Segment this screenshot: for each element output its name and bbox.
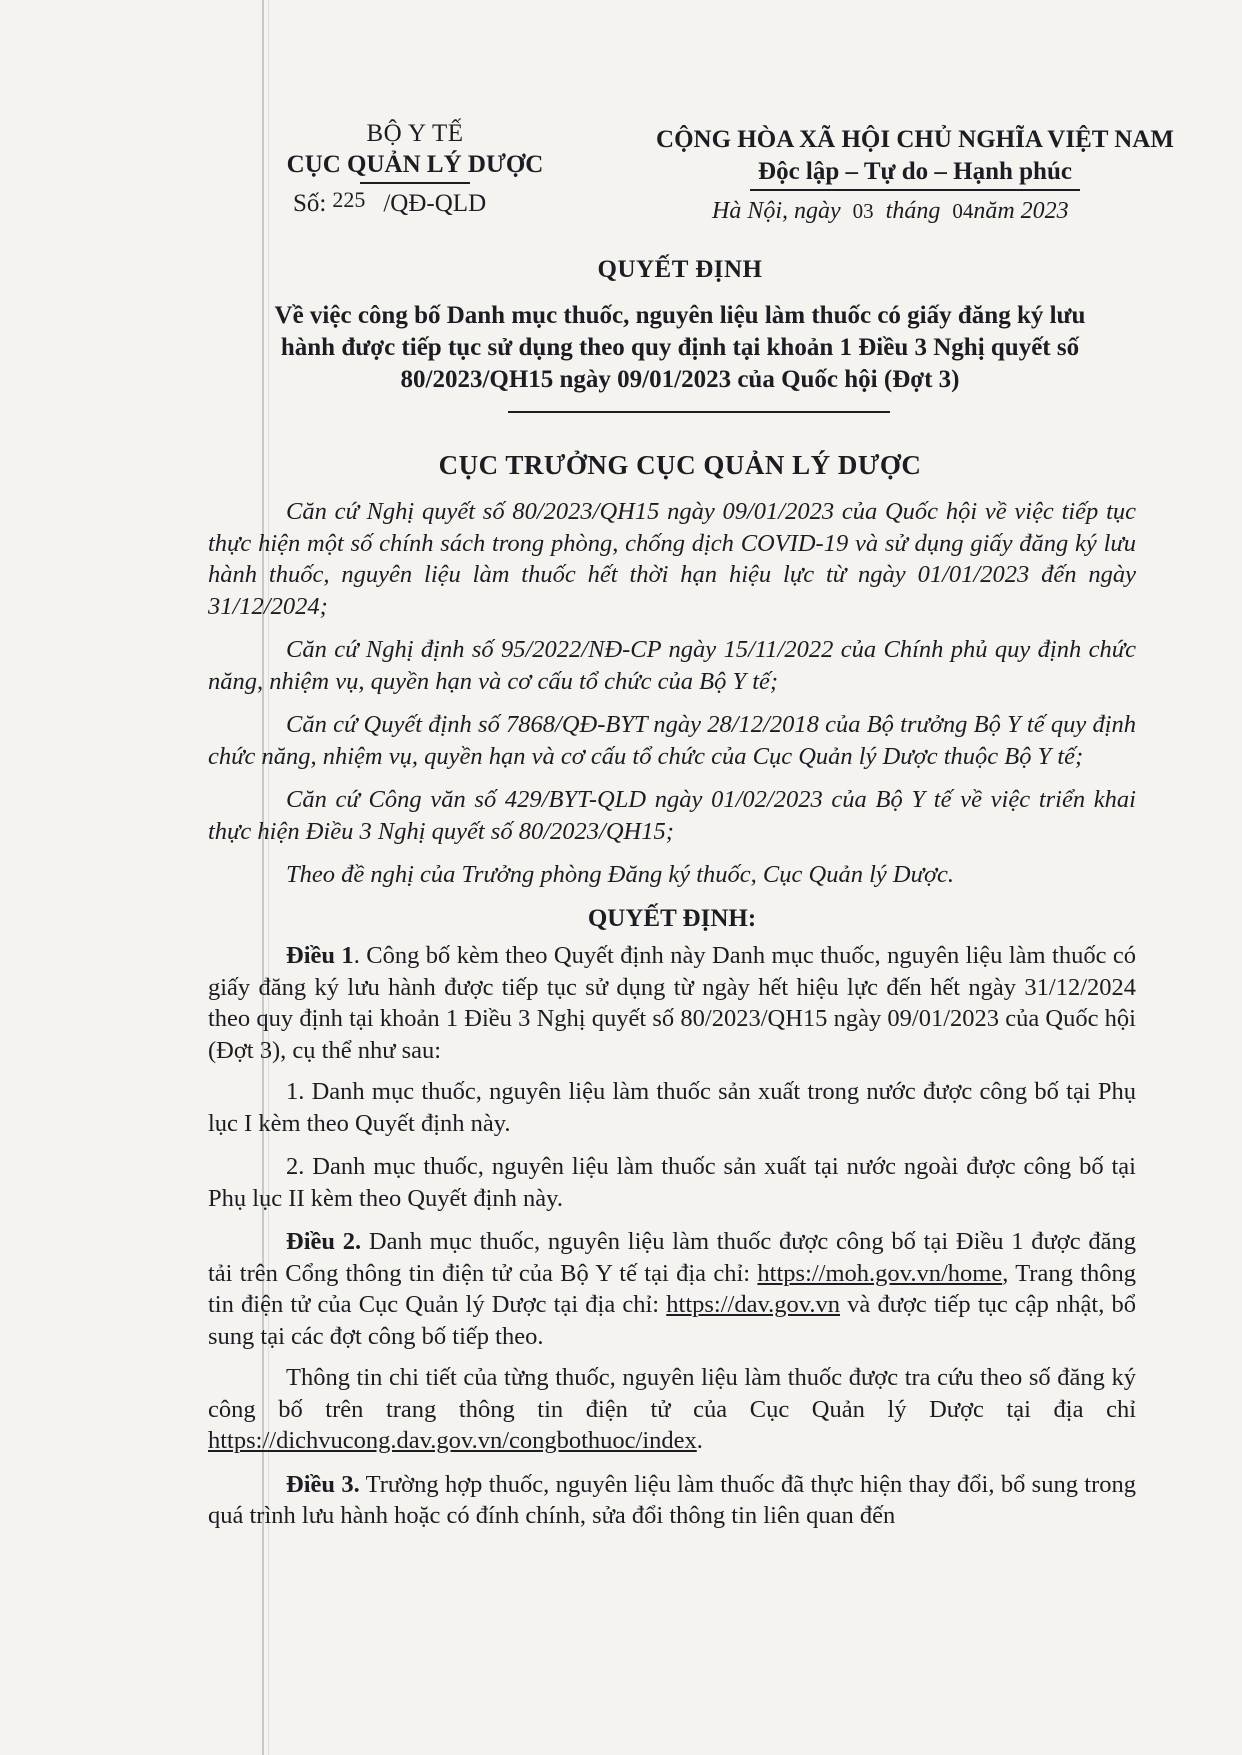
article-2	[208, 1226, 1136, 1352]
document-number	[293, 187, 487, 218]
national-motto: Độc lập – Tự do – Hạnh phúc	[758, 158, 1072, 185]
doc-number-value: 225	[332, 187, 366, 212]
agency-name: CỤC QUẢN LÝ DƯỢC	[286, 151, 544, 178]
article-2-paragraph	[208, 1362, 1136, 1457]
document-body	[208, 496, 1136, 1542]
article-1-item: 2. Danh mục thuốc, nguyên liệu làm thuốc sản xuất tại nước ngoài được công bố tại Phụ lục II kèm theo Quyết định này.	[208, 1153, 1136, 1212]
article-2-label: Điều 2.	[286, 1228, 362, 1255]
preamble-paragraph: Căn cứ Công văn số 429/BYT-QLD ngày 01/02/2023 của Bộ Y tế về việc triển khai thực hiện Điều 3 Nghị quyết số 80/2023/QH15;	[208, 786, 1136, 845]
preamble-paragraph: Căn cứ Nghị quyết số 80/2023/QH15 ngày 09/01/2023 của Quốc hội về việc tiếp tục thực hiện một số chính sách trong phòng, chống dịch COVID-19 và sử dụng giấy đăng ký lưu hành thuốc, nguyên liệu làm thuốc hết thời hạn hiệu lực từ ngày 01/01/2023 đến ngày 31/12/2024;	[208, 498, 1136, 620]
date-day: 03	[852, 199, 874, 223]
article-2-text: và được tiếp tục cập nhật, bổ sung tại các đợt công bố tiếp theo.	[208, 1291, 1136, 1350]
subject-line: hành được tiếp tục sử dụng theo quy định tại khoản 1 Điều 3 Nghị quyết số	[280, 334, 1080, 361]
moh-link[interactable]: https://moh.gov.vn/home	[757, 1259, 1003, 1287]
article-3-text: Trường hợp thuốc, nguyên liệu làm thuốc đã thực hiện thay đổi, bổ sung trong quá trình lưu hành hoặc có đính chính, sửa đổi thông tin liên quan đến	[208, 1470, 1136, 1529]
subject-line: Về việc công bố Danh mục thuốc, nguyên liệu làm thuốc có giấy đăng ký lưu	[274, 302, 1086, 329]
article-3	[208, 1469, 1136, 1532]
date-month: 04	[952, 199, 974, 223]
preamble-paragraph: Theo đề nghị của Trưởng phòng Đăng ký thuốc, Cục Quản lý Dược.	[286, 861, 955, 888]
document-title: QUYẾT ĐỊNH	[597, 256, 763, 283]
preamble-paragraph: Căn cứ Nghị định số 95/2022/NĐ-CP ngày 15/11/2022 của Chính phủ quy định chức năng, nhiệm vụ, quyền hạn và cơ cấu tổ chức của Bộ Y tế;	[208, 636, 1136, 695]
issuer-block	[270, 118, 560, 184]
article-2-text: , Trang thông tin điện tử của Cục Quản lý Dược tại địa chỉ:	[208, 1259, 1136, 1318]
motto-underline	[750, 189, 1080, 191]
article-1-label: Điều 1	[286, 942, 354, 969]
country-name: CỘNG HÒA XÃ HỘI CHỦ NGHĨA VIỆT NAM	[656, 126, 1174, 153]
doc-number-suffix: /QĐ-QLD	[383, 190, 487, 217]
dichvucong-link[interactable]: https://dichvucong.dav.gov.vn/congbothuoc/index	[208, 1427, 697, 1454]
subject-line: 80/2023/QH15 ngày 09/01/2023 của Quốc hội (Đợt 3)	[400, 366, 960, 393]
article-1	[208, 940, 1136, 1066]
decision-heading: QUYẾT ĐỊNH:	[587, 904, 757, 932]
place-date-month-label: tháng	[885, 198, 941, 224]
article-2-text: Danh mục thuốc, nguyên liệu làm thuốc được công bố tại Điều 1 được đăng tải trên Cổng thông tin điện tử của Bộ Y tế tại địa chỉ:	[208, 1228, 1136, 1287]
issuer-title: CỤC TRƯỞNG CỤC QUẢN LÝ DƯỢC	[438, 450, 922, 480]
article-1-item: 1. Danh mục thuốc, nguyên liệu làm thuốc sản xuất trong nước được công bố tại Phụ lục I kèm theo Quyết định này.	[208, 1078, 1136, 1137]
ministry-name: BỘ Y TẾ	[366, 120, 464, 147]
doc-number-prefix: Số:	[293, 190, 327, 217]
article-1-text: . Công bố kèm theo Quyết định này Danh mục thuốc, nguyên liệu làm thuốc có giấy đăng ký lưu hành được tiếp tục sử dụng từ ngày hết hiệu lực đến hết ngày 31/12/2024 theo quy định tại khoản 1 Điều 3 Nghị quyết số 80/2023/QH15 ngày 09/01/2023 của Quốc hội (Đợt 3), cụ thể như sau:	[208, 942, 1136, 1064]
document-subject	[200, 300, 1160, 396]
place-date-year: năm 2023	[973, 198, 1069, 224]
subject-rule	[508, 411, 890, 413]
article-2-paragraph-end: .	[696, 1427, 703, 1454]
place-date	[712, 198, 1069, 225]
national-header	[615, 124, 1215, 191]
article-3-label: Điều 3.	[286, 1470, 360, 1498]
agency-underline	[360, 182, 470, 184]
dav-link[interactable]: https://dav.gov.vn	[666, 1291, 841, 1318]
place-date-prefix: Hà Nội, ngày	[712, 198, 841, 224]
preamble-paragraph: Căn cứ Quyết định số 7868/QĐ-BYT ngày 28/12/2018 của Bộ trưởng Bộ Y tế quy định chức năng, nhiệm vụ, quyền hạn và cơ cấu tổ chức của Cục Quản lý Dược thuộc Bộ Y tế;	[208, 711, 1136, 770]
article-2-paragraph-text: Thông tin chi tiết của từng thuốc, nguyên liệu làm thuốc được tra cứu theo số đăng ký công bố trên trang thông tin điện tử của Cục Quản lý Dược tại địa chỉ	[208, 1364, 1136, 1423]
